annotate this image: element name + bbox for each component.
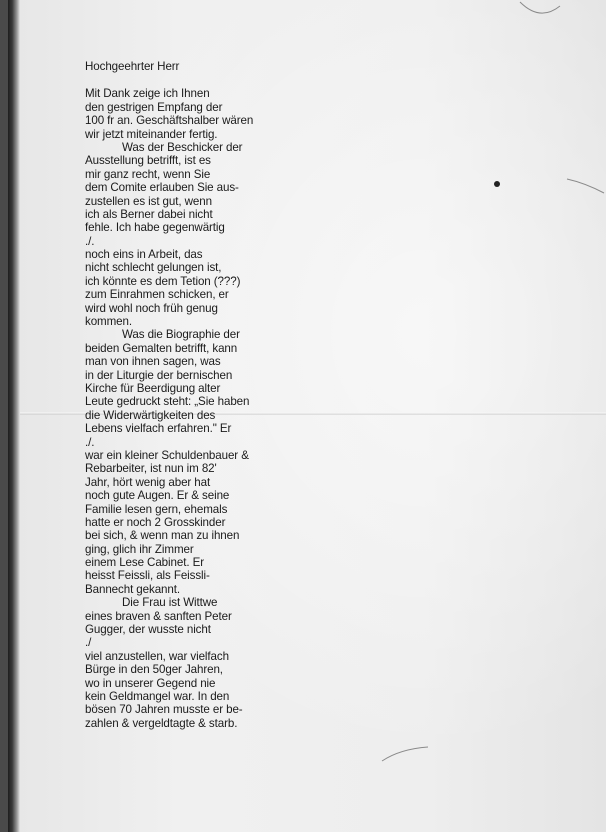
- letter-line: ./.: [85, 435, 95, 449]
- letter-line: Jahr, hört wenig aber hat: [85, 475, 211, 489]
- letter-line: Lebens vielfach erfahren." Er: [85, 422, 232, 436]
- letter-line: beiden Gemalten betrifft, kann: [85, 341, 238, 355]
- letter-line: noch gute Augen. Er & seine: [85, 489, 230, 503]
- letter-line: kein Geldmangel war. In den: [85, 689, 230, 703]
- letter-line: wir jetzt miteinander fertig.: [85, 127, 218, 141]
- letter-line: zustellen es ist gut, wenn: [85, 194, 212, 208]
- letter-line: viel anzustellen, war vielfach: [85, 649, 229, 663]
- letter-line: 100 fr an. Geschäftshalber wären: [85, 114, 254, 128]
- letter-line: einem Lese Cabinet. Er: [85, 556, 204, 570]
- letter-line: ich könnte es dem Tetion (???): [85, 274, 241, 288]
- letter-line: nicht schlecht gelungen ist,: [85, 261, 222, 275]
- letter-line: Was die Biographie der: [122, 328, 240, 342]
- letter-line: Gugger, der wusste nicht: [85, 623, 211, 637]
- scan-edge-shadow: [8, 0, 20, 832]
- pencil-mark-bottom: [380, 745, 430, 765]
- letter-line: Rebarbeiter, ist nun im 82': [85, 462, 217, 476]
- letter-line: wird wohl noch früh genug: [85, 301, 218, 315]
- letter-line: eines braven & sanften Peter: [85, 609, 232, 623]
- letter-line: heisst Feissli, als Feissli-: [85, 569, 210, 583]
- letter-body: [85, 60, 285, 730]
- letter-line: bösen 70 Jahren musste er be-: [85, 703, 243, 717]
- letter-lines: [85, 87, 285, 730]
- letter-line: Kirche für Beerdigung alter: [85, 381, 221, 395]
- scan-edge-left: [0, 0, 8, 832]
- letter-line: Mit Dank zeige ich Ihnen: [85, 87, 210, 101]
- letter-line: zahlen & vergeldtagte & starb.: [85, 716, 238, 730]
- pencil-mark-top: [515, 0, 565, 20]
- letter-line: hatte er noch 2 Grosskinder: [85, 515, 226, 529]
- salutation: Hochgeehrter Herr: [85, 60, 180, 73]
- letter-line: wo in unserer Gegend nie: [85, 676, 216, 690]
- letter-line: fehle. Ich habe gegenwärtig: [85, 221, 225, 235]
- letter-line: mir ganz recht, wenn Sie: [85, 167, 211, 181]
- letter-line: Leute gedruckt steht: „Sie haben: [85, 395, 250, 409]
- letter-line: Was der Beschicker der: [122, 140, 243, 154]
- letter-line: ./: [85, 636, 92, 650]
- letter-line: Bürge in den 50ger Jahren,: [85, 663, 223, 677]
- letter-line: die Widerwärtigkeiten des: [85, 408, 216, 422]
- letter-line: Ausstellung betrifft, ist es: [85, 154, 211, 168]
- letter-line: war ein kleiner Schuldenbauer &: [85, 448, 249, 462]
- letter-line: den gestrigen Empfang der: [85, 100, 223, 114]
- ink-blot: [494, 181, 500, 187]
- letter-line: in der Liturgie der bernischen: [85, 368, 233, 382]
- pencil-mark-right: [565, 175, 606, 195]
- letter-line: dem Comite erlauben Sie aus-: [85, 181, 239, 195]
- letter-line: noch eins in Arbeit, das: [85, 248, 203, 262]
- letter-line: zum Einrahmen schicken, er: [85, 288, 229, 302]
- letter-line: kommen.: [85, 315, 132, 329]
- letter-line: ./.: [85, 234, 95, 248]
- letter-line: ging, glich ihr Zimmer: [85, 542, 194, 556]
- letter-line: Bannecht gekannt.: [85, 582, 180, 596]
- letter-line: bei sich, & wenn man zu ihnen: [85, 529, 240, 543]
- letter-line: Die Frau ist Wittwe: [122, 596, 218, 610]
- letter-line: ich als Berner dabei nicht: [85, 207, 213, 221]
- letter-line: man von ihnen sagen, was: [85, 355, 221, 369]
- letter-line: Familie lesen gern, ehemals: [85, 502, 228, 516]
